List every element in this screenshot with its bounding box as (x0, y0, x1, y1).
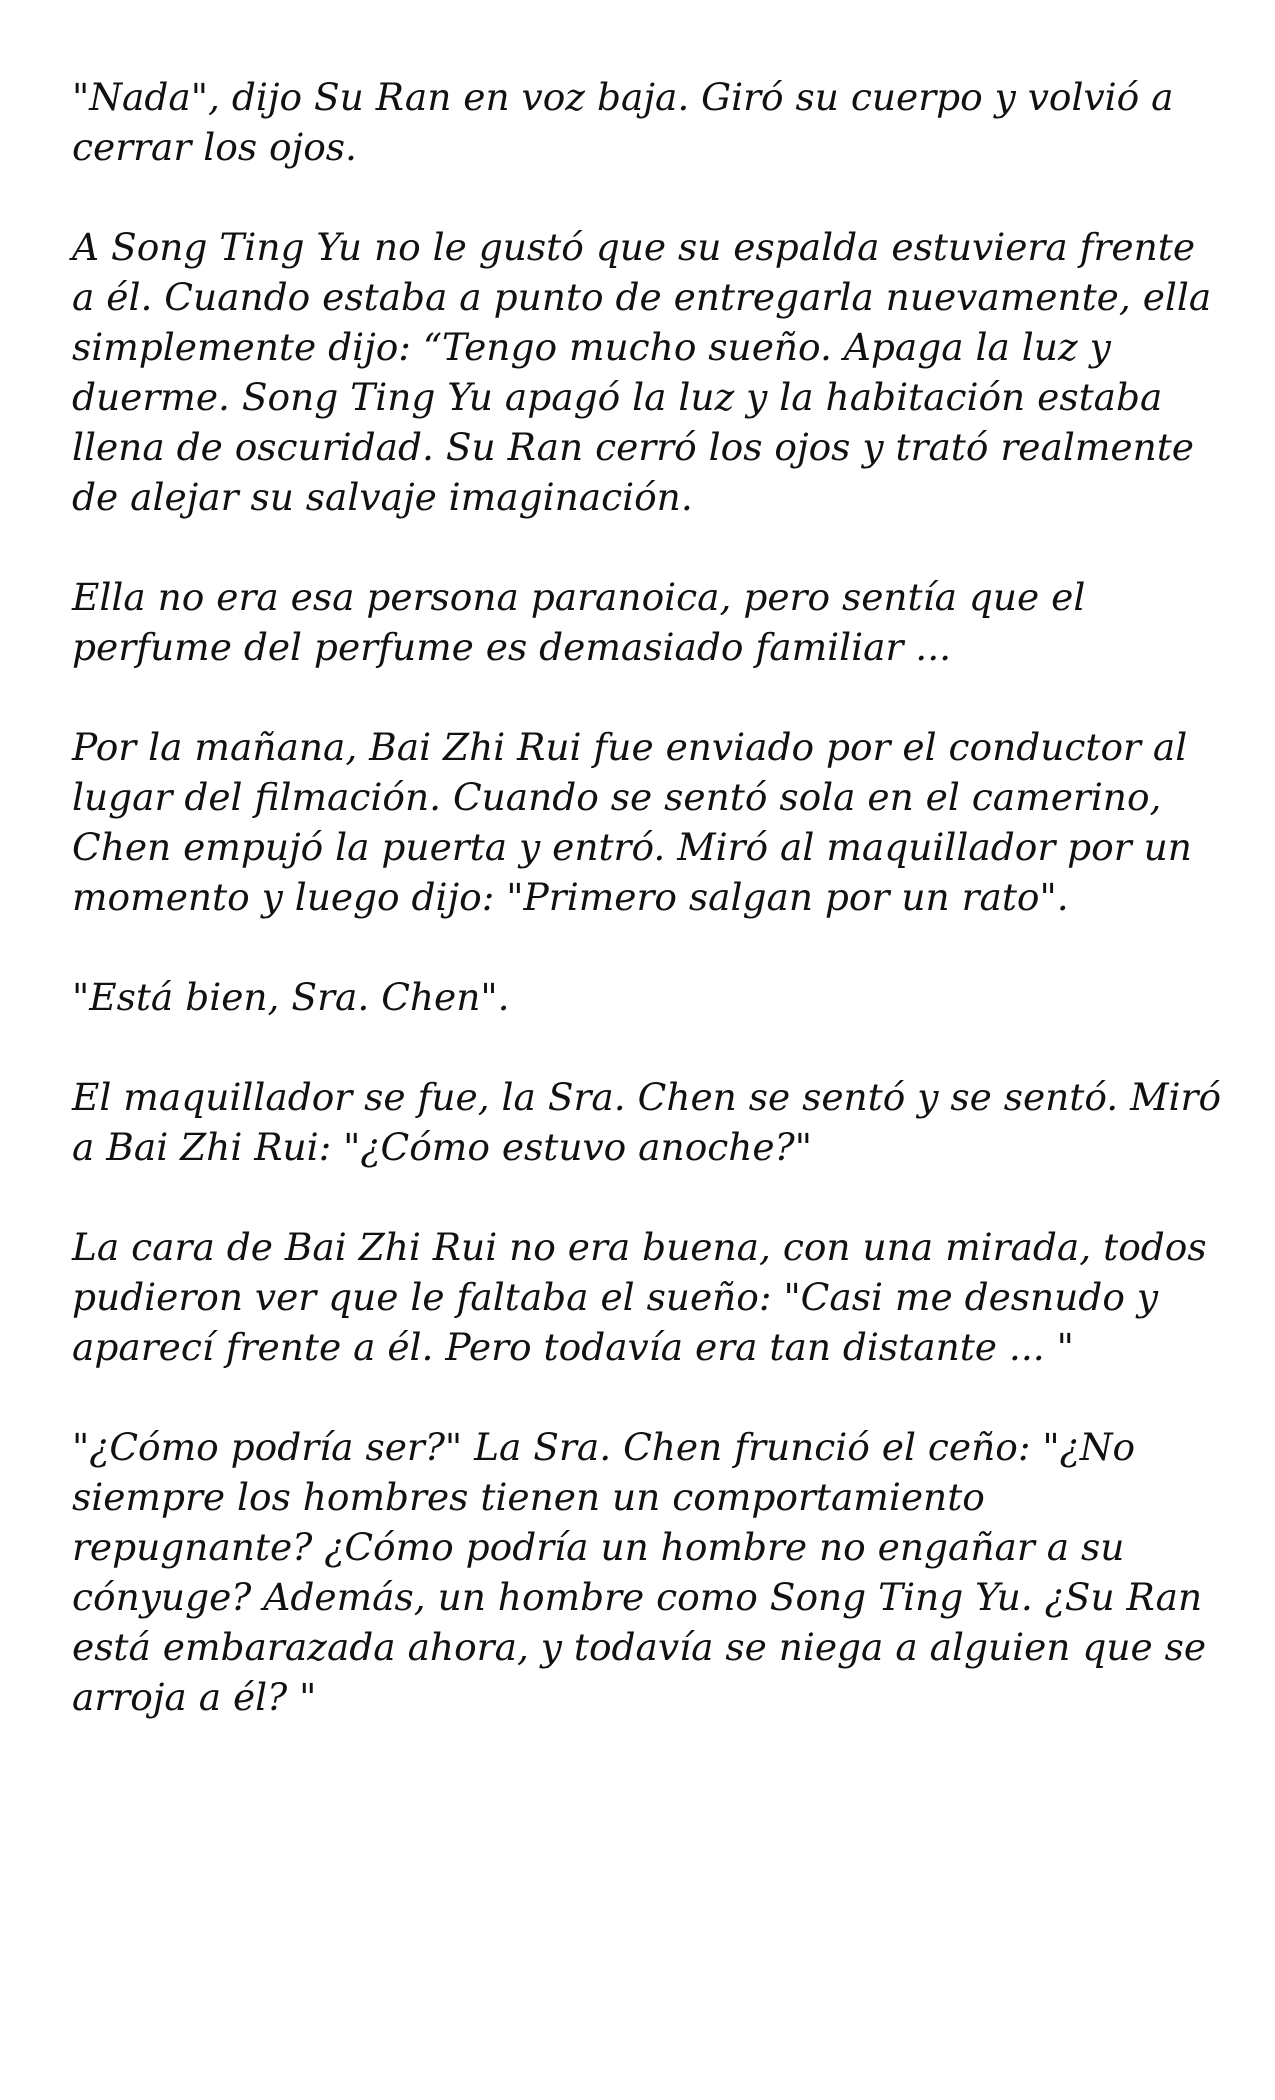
paragraph-7: La cara de Bai Zhi Rui no era buena, con una mirada, todos pudieron ver que le faltaba el sueño: "Casi me desnudo y aparecí frente a él. Pero todavía era tan distante ... " (72, 1225, 1207, 1369)
paragraph-4: Por la mañana, Bai Zhi Rui fue enviado por el conductor al lugar del filmación. Cuando se sentó sola en el camerino, Chen empujó la puerta y entró. Miró al maquillador por un momento y luego dijo: "Primero salgan por un rato". (72, 725, 1192, 919)
document-body (72, 72, 1222, 1772)
paragraph-6: El maquillador se fue, la Sra. Chen se sentó y se sentó. Miró a Bai Zhi Rui: "¿Cómo estuvo anoche?" (72, 1075, 1222, 1169)
paragraph-2: A Song Ting Yu no le gustó que su espalda estuviera frente a él. Cuando estaba a punto de entregarla nuevamente, ella simplemente dijo: “Tengo mucho sueño. Apaga la luz y duerme. Song Ting Yu apagó la luz y la habitación estaba llena de oscuridad. Su Ran cerró los ojos y trató realmente de alejar su salvaje imaginación. (72, 225, 1212, 519)
paragraph-8: "¿Cómo podría ser?" La Sra. Chen frunció el ceño: "¿No siempre los hombres tienen un comportamiento repugnante? ¿Cómo podría un hombre no engañar a su cónyuge? Además, un hombre como Song Ting Yu. ¿Su Ran está embarazada ahora, y todavía se niega a alguien que se arroja a él? " (72, 1425, 1207, 1719)
paragraph-3: Ella no era esa persona paranoica, pero sentía que el perfume del perfume es demasiado familiar ... (72, 575, 1086, 669)
paragraph-1: "Nada", dijo Su Ran en voz baja. Giró su cuerpo y volvió a cerrar los ojos. (72, 75, 1174, 169)
paragraph-5: "Está bien, Sra. Chen". (72, 975, 510, 1019)
